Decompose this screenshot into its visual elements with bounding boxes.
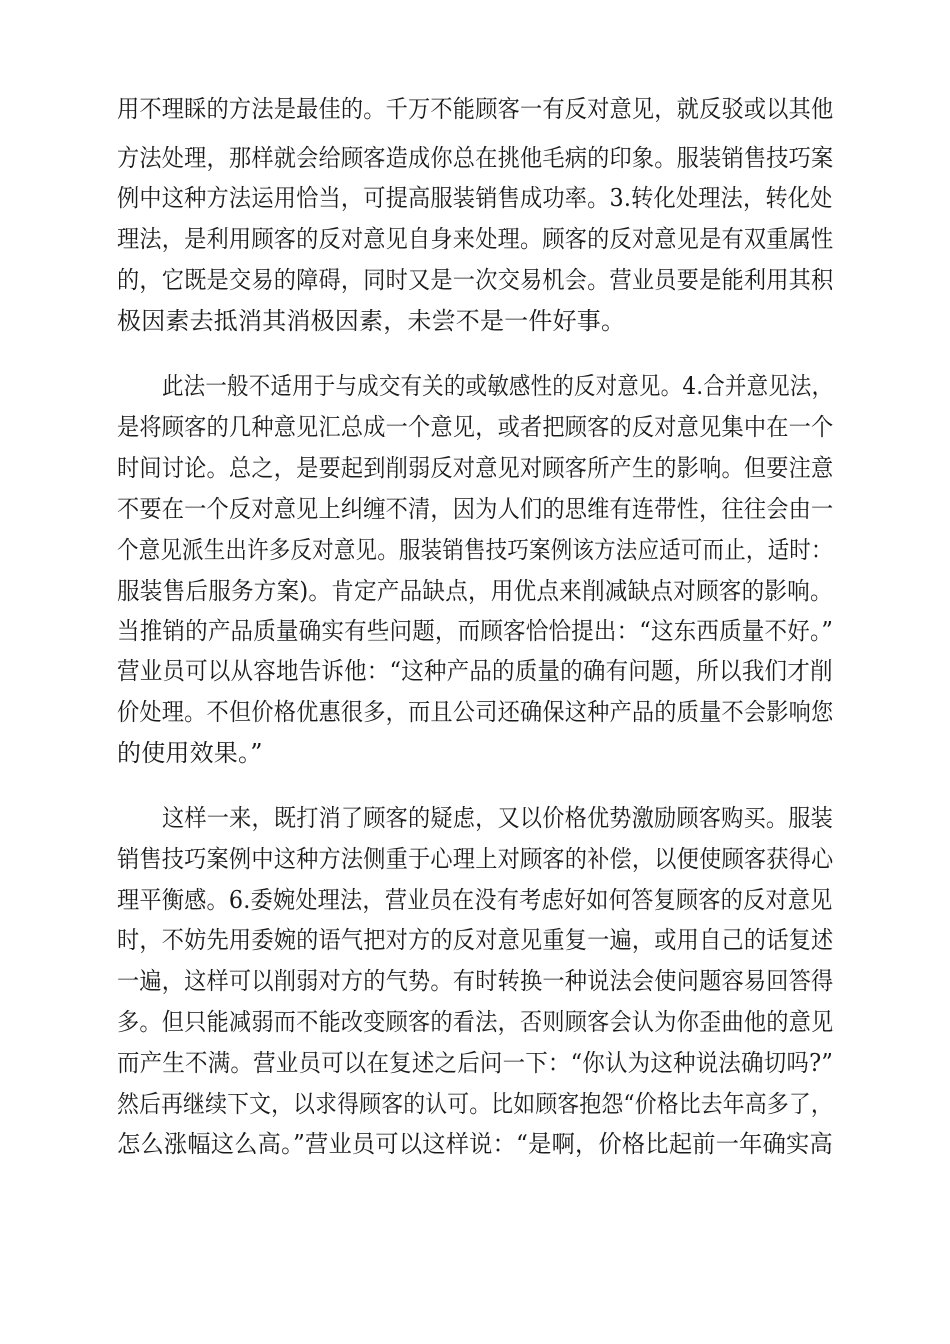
text-line: 方法处理，那样就会给顾客造成你总在挑他毛病的印象。服装销售技巧案 [117, 144, 834, 172]
text-line: 极因素去抵消其消极因素，未尝不是一件好事。 [117, 307, 626, 335]
text-line: 的，它既是交易的障碍，同时又是一次交易机会。营业员要是能利用其积 [117, 266, 834, 294]
text-line: 理法，是利用顾客的反对意见自身来处理。顾客的反对意见是有双重属性 [117, 225, 834, 253]
text-line: 理平衡感。6.委婉处理法，营业员在没有考虑好如何答复顾客的反对意见 [117, 886, 833, 914]
text-line: 然后再继续下文，以求得顾客的认可。比如顾客抱怨“价格比去年高多了， [117, 1090, 833, 1118]
text-line: 怎么涨幅这么高。”营业员可以这样说：“是啊，价格比起前一年确实高 [117, 1130, 833, 1158]
text-line: 时，不妨先用委婉的语气把对方的反对意见重复一遍，或用自己的话复述 [117, 926, 834, 954]
text-line: 当推销的产品质量确实有些问题，而顾客恰恰提出：“这东西质量不好。” [117, 617, 834, 645]
text-line: 销售技巧案例中这种方法侧重于心理上对顾客的补偿，以便使顾客获得心 [117, 845, 834, 873]
text-line: 服装售后服务方案)。肯定产品缺点，用优点来削减缺点对顾客的影响。 [117, 577, 833, 605]
text-line: 时间讨论。总之，是要起到削弱反对意见对顾客所产生的影响。但要注意 [117, 454, 834, 482]
text-line: 此法一般不适用于与成交有关的或敏感性的反对意见。4.合并意见法， [162, 372, 834, 400]
text-line: 价处理。不但价格优惠很多，而且公司还确保这种产品的质量不会影响您 [117, 698, 834, 726]
text-line: 是将顾客的几种意见汇总成一个意见，或者把顾客的反对意见集中在一个 [117, 413, 834, 441]
text-line: 营业员可以从容地告诉他：“这种产品的质量的确有问题，所以我们才削 [117, 657, 833, 685]
text-line: 的使用效果。” [117, 739, 263, 767]
text-line: 个意见派生出许多反对意见。服装销售技巧案例该方法应适可而止，适时： [117, 536, 833, 564]
text-line: 一遍，这样可以削弱对方的气势。有时转换一种说法会使问题容易回答得 [117, 967, 834, 995]
text-line: 多。但只能减弱而不能改变顾客的看法，否则顾客会认为你歪曲他的意见 [117, 1008, 834, 1036]
text-line: 用不理睬的方法是最佳的。千万不能顾客一有反对意见，就反驳或以其他 [117, 95, 834, 123]
text-line: 这样一来，既打消了顾客的疑虑，又以价格优势激励顾客购买。服装 [162, 804, 833, 832]
text-line: 而产生不满。营业员可以在复述之后问一下：“你认为这种说法确切吗?” [117, 1049, 834, 1077]
text-line: 例中这种方法运用恰当，可提高服装销售成功率。3.转化处理法，转化处 [117, 184, 833, 212]
text-line: 不要在一个反对意见上纠缠不清，因为人们的思维有连带性，往往会由一 [117, 495, 834, 523]
